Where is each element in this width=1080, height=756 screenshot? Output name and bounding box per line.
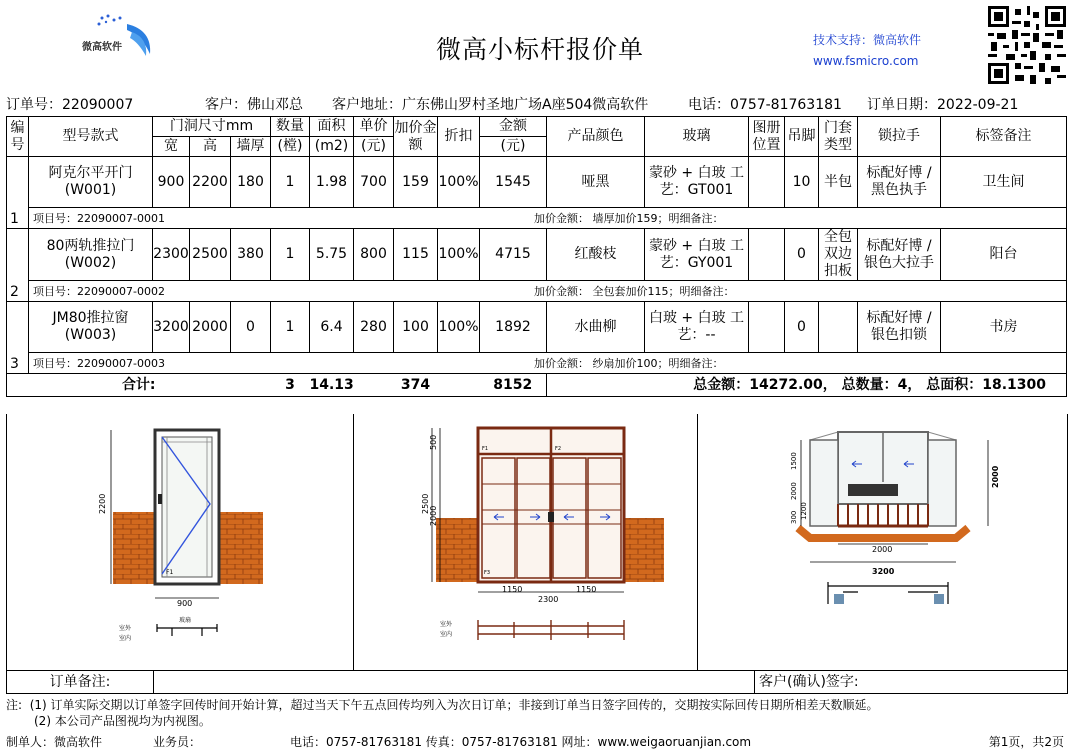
header-model: 型号款式 xyxy=(29,117,153,157)
row-glass: 白玻 + 白玻 工艺：-- xyxy=(645,302,749,353)
row-position xyxy=(749,302,785,353)
row-wall: 380 xyxy=(231,229,271,281)
d3-height-right: 2000 xyxy=(991,465,1000,488)
row-position xyxy=(749,157,785,208)
row-model: 阿克尔平开门(W001) xyxy=(29,157,153,208)
row-hanger: 10 xyxy=(785,157,819,208)
drawing-sliding-window xyxy=(698,414,1067,670)
header-glass: 玻璃 xyxy=(645,117,749,157)
row-model: 80两轨推拉门(W002) xyxy=(29,229,153,281)
row-surcharge: 115 xyxy=(394,229,438,281)
row-lock: 标配好博 / 银色扣锁 xyxy=(858,302,941,353)
d1-sash-label: 玻扇 xyxy=(179,617,192,624)
support-label: 技术支持：微高软件 xyxy=(813,33,922,47)
d3-width-total: 3200 xyxy=(872,567,895,576)
totals-surcharge: 374 xyxy=(394,374,438,397)
row-no: 3 xyxy=(7,302,29,374)
row-color: 哑黑 xyxy=(547,157,645,208)
order-date: 订单日期：2022-09-21 xyxy=(867,97,1019,113)
d2-f2-label: F2 xyxy=(555,446,562,452)
row-height: 2500 xyxy=(190,229,231,281)
row-item-no: 项目号：22090007-0003 xyxy=(33,357,165,370)
table-row xyxy=(7,229,1067,281)
row-amount: 1545 xyxy=(480,157,547,208)
row-item-no: 项目号：22090007-0002 xyxy=(33,285,165,298)
d1-outdoor-label: 室外 xyxy=(119,625,132,632)
row-hanger: 0 xyxy=(785,229,819,281)
order-info xyxy=(6,94,1076,114)
totals-amount: 8152 xyxy=(480,374,547,397)
row-qty: 1 xyxy=(271,157,310,208)
header-price: 单价 xyxy=(354,117,394,137)
row-model: JM80推拉窗(W003) xyxy=(29,302,153,353)
d3-height-2: 2000 xyxy=(790,482,798,500)
customer-address: 客户地址：广东佛山罗村圣地广场A座504微高软件 xyxy=(332,97,649,113)
logo-text: 微高软件 xyxy=(82,42,122,53)
d3-width-mid: 2000 xyxy=(872,545,893,554)
remarks-label: 订单备注: xyxy=(7,671,154,693)
header-discount: 折扣 xyxy=(438,117,480,157)
row-lock: 标配好博 / 黑色执手 xyxy=(858,157,941,208)
notes-prefix: 注: xyxy=(6,698,23,712)
drawing-sliding-door xyxy=(354,414,697,670)
row-width: 2300 xyxy=(153,229,190,281)
qr-code-icon xyxy=(988,6,1066,84)
header-area-unit: (m2) xyxy=(310,137,354,157)
d3-height-1: 1500 xyxy=(790,452,798,470)
header-amount-unit: (元) xyxy=(480,137,547,157)
header-no: 编号 xyxy=(7,117,29,157)
row-casing: 全包双边扣板 xyxy=(819,229,858,281)
row-item-no: 项目号：22090007-0001 xyxy=(33,212,165,225)
row-qty: 1 xyxy=(271,302,310,353)
header-area: 面积 xyxy=(310,117,354,137)
totals-qty: 3 xyxy=(271,374,310,397)
d1-width-dim: 900 xyxy=(177,599,193,608)
support-url[interactable]: www.fsmicro.com xyxy=(813,54,919,68)
row-surcharge: 159 xyxy=(394,157,438,208)
row-wall: 0 xyxy=(231,302,271,353)
row-price: 800 xyxy=(354,229,394,281)
table-row xyxy=(7,157,1067,208)
order-remarks xyxy=(6,670,1068,694)
header-height: 高 xyxy=(190,137,231,157)
row-amount: 4715 xyxy=(480,229,547,281)
totals-row xyxy=(7,374,1067,397)
header-opening: 门洞尺寸mm xyxy=(153,117,271,137)
footer-page: 第1页，共2页 xyxy=(988,735,1064,749)
header-wall: 墙厚 xyxy=(231,137,271,157)
customer-name: 客户：佛山邓总 xyxy=(205,97,303,113)
d2-height-top: 500 xyxy=(429,434,438,450)
row-hanger: 0 xyxy=(785,302,819,353)
d2-width-right: 1150 xyxy=(576,585,597,594)
row-glass: 蒙砂 + 白玻 工艺：GT001 xyxy=(645,157,749,208)
row-height: 2200 xyxy=(190,157,231,208)
header-hanger: 吊脚 xyxy=(785,117,819,157)
header-position: 图册位置 xyxy=(749,117,785,157)
row-casing: 半包 xyxy=(819,157,858,208)
d2-f3-label: F3 xyxy=(484,570,491,576)
document-title: 微高小标杆报价单 xyxy=(435,35,644,64)
row-discount: 100% xyxy=(438,229,480,281)
header-width: 宽 xyxy=(153,137,190,157)
d2-width-total: 2300 xyxy=(538,595,559,604)
footer-salesman: 业务员： xyxy=(153,735,202,749)
d1-f1-label: F1 xyxy=(166,569,174,576)
product-drawings xyxy=(6,414,1068,671)
order-number: 订单号：22090007 xyxy=(6,97,134,113)
row-position xyxy=(749,229,785,281)
header-casing: 门套类型 xyxy=(819,117,858,157)
row-color: 红酸枝 xyxy=(547,229,645,281)
confirm-signature-label: 客户(确认)签字: xyxy=(754,671,879,693)
row-amount: 1892 xyxy=(480,302,547,353)
quote-table xyxy=(6,116,1067,397)
header-remark: 标签备注 xyxy=(941,117,1067,157)
totals-summary: 总金额：14272.00， 总数量：4， 总面积：18.1300 xyxy=(547,374,1067,397)
header-lock: 锁拉手 xyxy=(858,117,941,157)
row-width: 900 xyxy=(153,157,190,208)
row-glass: 蒙砂 + 白玻 工艺：GY001 xyxy=(645,229,749,281)
header-surcharge: 加价金额 xyxy=(394,117,438,157)
table-subrow xyxy=(7,208,1067,229)
row-casing xyxy=(819,302,858,353)
row-no: 1 xyxy=(7,157,29,229)
d1-height-dim: 2200 xyxy=(98,493,107,514)
header-price-unit: (元) xyxy=(354,137,394,157)
row-surcharge-note: 加价金额： 墙厚加价159；明细备注： xyxy=(534,212,724,225)
note-line-2: (2) 本公司产品图视均为内视图。 xyxy=(34,714,211,728)
row-area: 5.75 xyxy=(310,229,354,281)
row-width: 3200 xyxy=(153,302,190,353)
header-amount: 金额 xyxy=(480,117,547,137)
row-surcharge-note: 加价金额： 纱扇加价100；明细备注： xyxy=(534,357,724,370)
d2-width-left: 1150 xyxy=(502,585,523,594)
d2-height-low: 2000 xyxy=(429,505,438,526)
row-remark: 卫生间 xyxy=(941,157,1067,208)
row-qty: 1 xyxy=(271,229,310,281)
d2-indoor-label: 室内 xyxy=(440,631,453,638)
footer-maker: 制单人：微高软件 xyxy=(6,735,103,749)
d2-outdoor-label: 室外 xyxy=(440,621,453,628)
header-qty-unit: (樘) xyxy=(271,137,310,157)
d3-height-4: 300 xyxy=(790,510,798,524)
tech-support xyxy=(813,30,921,72)
d2-f1-label: F1 xyxy=(482,446,489,452)
d1-indoor-label: 室内 xyxy=(119,635,132,642)
drawing-swing-door xyxy=(7,414,353,670)
row-discount: 100% xyxy=(438,302,480,353)
note-line-1: (1) 订单实际交期以订单签字回传时间开始计算，超过当天下午五点回传均列入为次日订单；非接到订单当日签字回传的，交期按实际回传日期所相差天数顺延。 xyxy=(29,698,879,712)
row-remark: 书房 xyxy=(941,302,1067,353)
row-discount: 100% xyxy=(438,157,480,208)
table-subrow xyxy=(7,353,1067,374)
row-no: 2 xyxy=(7,229,29,302)
header-color: 产品颜色 xyxy=(547,117,645,157)
notes xyxy=(6,697,879,729)
row-price: 280 xyxy=(354,302,394,353)
row-color: 水曲柳 xyxy=(547,302,645,353)
row-lock: 标配好博 / 银色大拉手 xyxy=(858,229,941,281)
d3-height-3: 1200 xyxy=(800,502,808,520)
totals-area: 14.13 xyxy=(310,374,354,397)
table-subrow xyxy=(7,281,1067,302)
totals-label: 合计: xyxy=(7,374,271,397)
row-surcharge: 100 xyxy=(394,302,438,353)
phone: 电话：0757-81763181 xyxy=(688,97,842,113)
row-area: 1.98 xyxy=(310,157,354,208)
footer-contact: 电话：0757-81763181 传真：0757-81763181 网址：www.weigaoruanjian.com xyxy=(290,735,752,749)
row-wall: 180 xyxy=(231,157,271,208)
row-price: 700 xyxy=(354,157,394,208)
row-remark: 阳台 xyxy=(941,229,1067,281)
row-height: 2000 xyxy=(190,302,231,353)
header-qty: 数量 xyxy=(271,117,310,137)
table-row xyxy=(7,302,1067,353)
d2-height-total: 2500 xyxy=(421,493,430,514)
row-surcharge-note: 加价金额： 全包套加价115；明细备注： xyxy=(534,285,735,298)
row-area: 6.4 xyxy=(310,302,354,353)
